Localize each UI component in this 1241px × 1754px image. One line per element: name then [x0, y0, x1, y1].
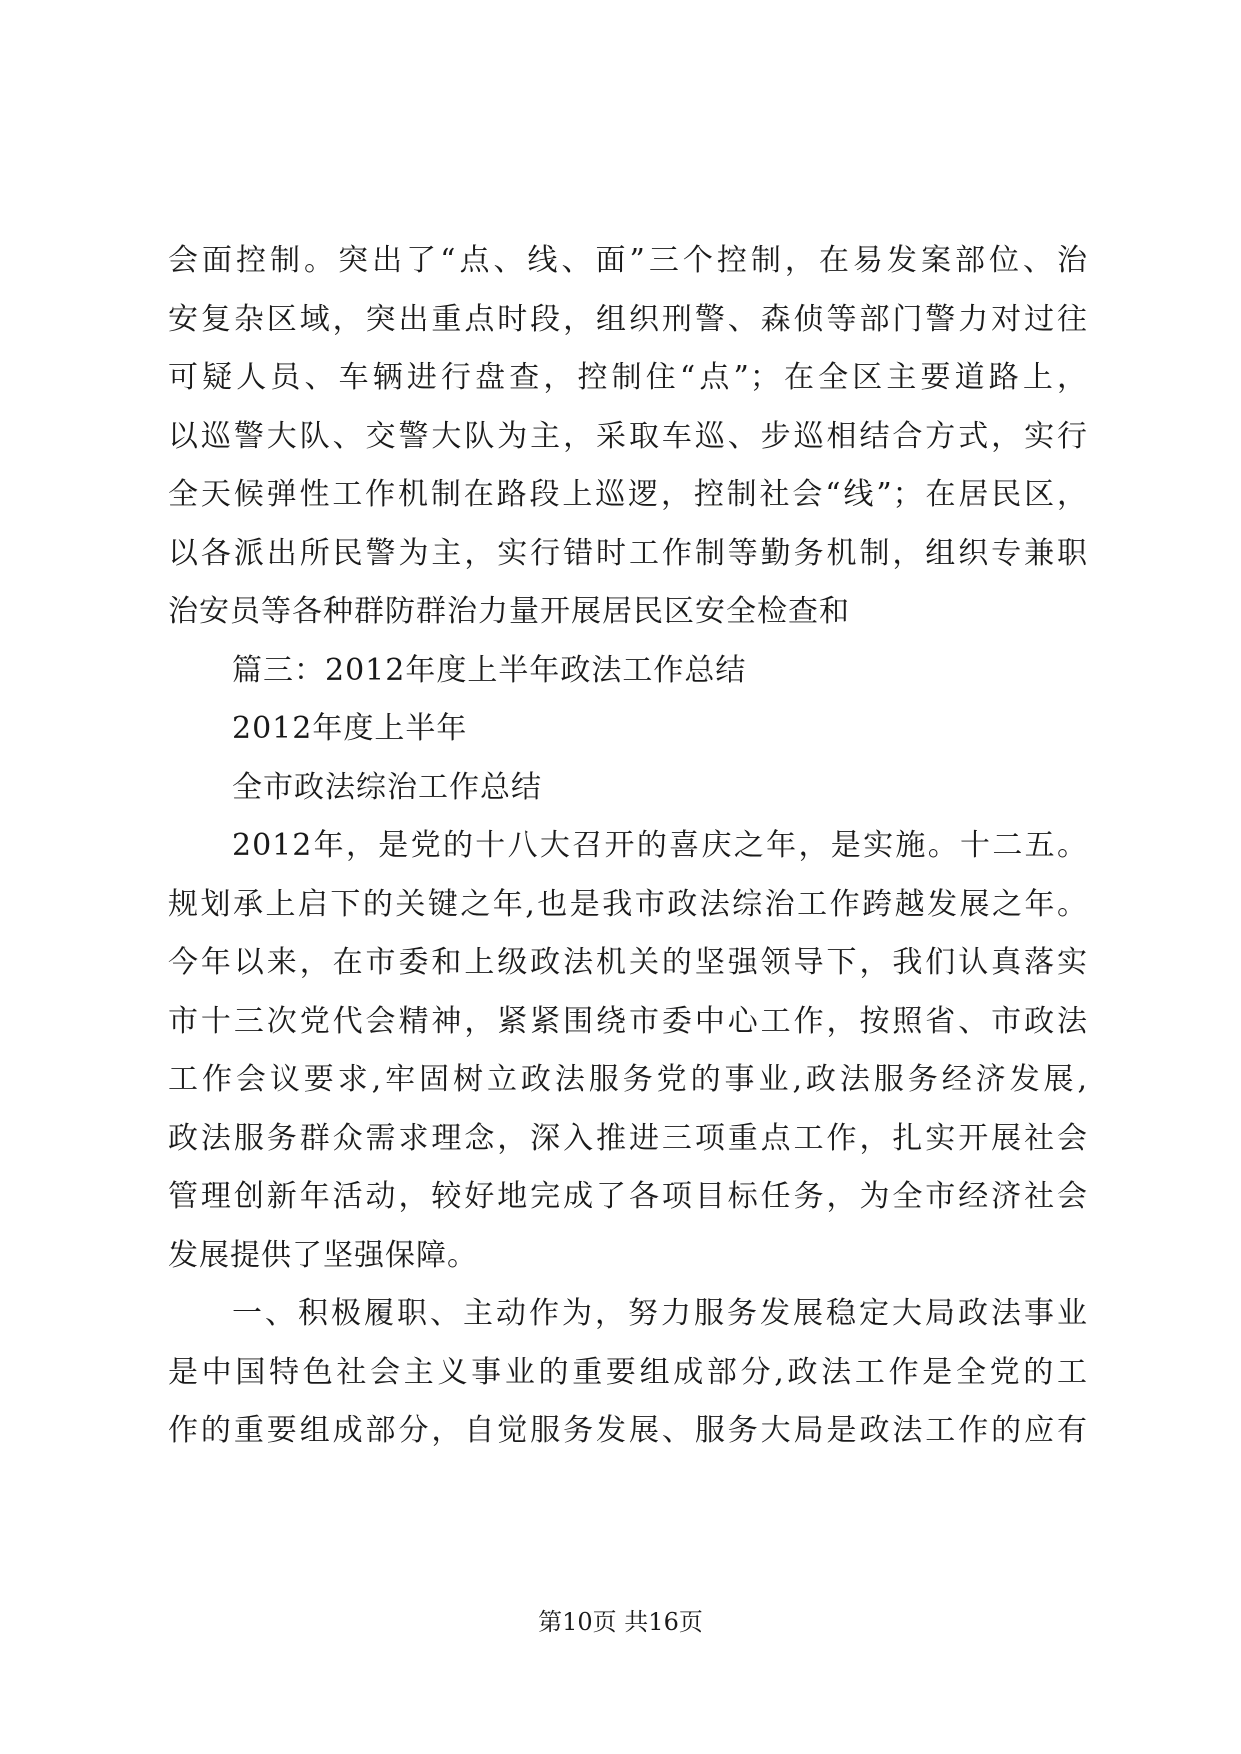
text-line: 管理创新年活动，较好地完成了各项目标任务，为全市经济社会 — [168, 1179, 1088, 1214]
text-line: 全天候弹性工作机制在路段上巡逻，控制社会“线”；在居民区， — [168, 477, 1088, 512]
text-line: 工作会议要求,牢固树立政法服务党的事业,政法服务经济发展, — [168, 1062, 1088, 1097]
text-line: 全市政法综治工作总结 — [232, 769, 542, 805]
text-line: 是中国特色社会主义事业的重要组成部分,政法工作是全党的工 — [168, 1354, 1088, 1390]
text-line: 政法服务群众需求理念，深入推进三项重点工作，扎实开展社会 — [168, 1120, 1088, 1156]
text-line: 会面控制。突出了“点、线、面”三个控制，在易发案部位、治 — [168, 243, 1088, 278]
text-line: 市十三次党代会精神，紧紧围绕市委中心工作，按照省、市政法 — [168, 1003, 1088, 1039]
text-line: 篇三：2012年度上半年政法工作总结 — [232, 652, 747, 688]
text-line: 以巡警大队、交警大队为主，采取车巡、步巡相结合方式，实行 — [168, 418, 1088, 454]
text-line: 治安员等各种群防群治力量开展居民区安全检查和 — [168, 594, 850, 629]
document-body — [168, 232, 1088, 1461]
text-line: 2012年，是党的十八大召开的喜庆之年，是实施。十二五。 — [232, 828, 1088, 863]
page-footer: 第10页 共16页 — [538, 1608, 703, 1636]
text-line: 2012年度上半年 — [232, 711, 468, 746]
text-line: 今年以来，在市委和上级政法机关的坚强领导下，我们认真落实 — [168, 945, 1088, 980]
text-line: 发展提供了坚强保障。 — [168, 1237, 478, 1273]
text-line: 可疑人员、车辆进行盘查，控制住“点”；在全区主要道路上， — [168, 360, 1088, 395]
text-line: 以各派出所民警为主，实行错时工作制等勤务机制，组织专兼职 — [168, 535, 1088, 571]
text-line: 一、积极履职、主动作为，努力服务发展稳定大局政法事业 — [232, 1296, 1088, 1331]
text-line: 规划承上启下的关键之年,也是我市政法综治工作跨越发展之年。 — [168, 886, 1088, 922]
text-line: 安复杂区域，突出重点时段，组织刑警、森侦等部门警力对过往 — [168, 301, 1088, 337]
text-line: 作的重要组成部分，自觉服务发展、服务大局是政法工作的应有 — [168, 1413, 1088, 1448]
